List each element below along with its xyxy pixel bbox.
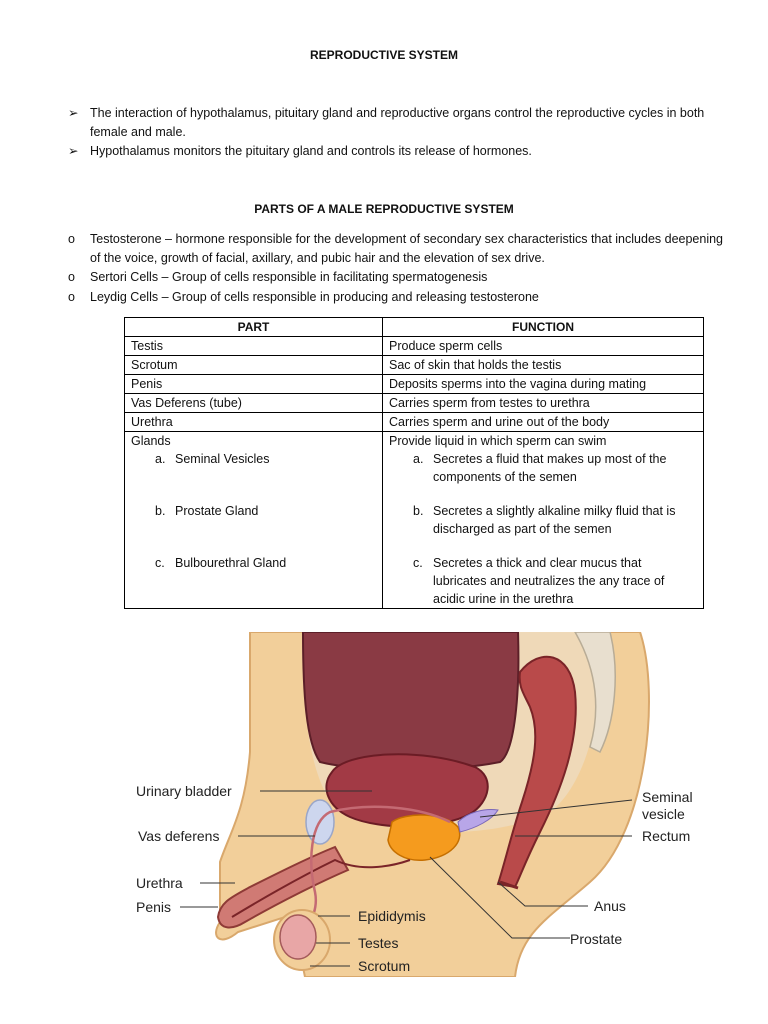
section-title: PARTS OF A MALE REPRODUCTIVE SYSTEM	[254, 202, 514, 216]
label-seminal-vesicle-1: Seminal	[642, 789, 693, 805]
circle-bullet-icon: o	[68, 232, 75, 246]
label-testes: Testes	[358, 935, 399, 951]
table-row	[125, 394, 704, 413]
gland-function-item: c. Secretes a thick and clear mucus that lubricates and neutralizes the any trace of acidic urine in the urethra	[413, 556, 665, 606]
table-row	[125, 337, 704, 356]
label-urethra: Urethra	[136, 875, 183, 891]
label-seminal-vesicle-2: vesicle	[642, 806, 685, 822]
part-cell: Vas Deferens (tube)	[125, 394, 383, 413]
header-function: FUNCTION	[383, 318, 704, 337]
function-cell: Carries sperm from testes to urethra	[383, 394, 704, 413]
part-cell: Testis	[125, 337, 383, 356]
function-cell: Deposits sperms into the vagina during mating	[383, 375, 704, 394]
function-cell: Produce sperm cells	[383, 337, 704, 356]
gland-item: b. Prostate Gland	[155, 504, 259, 518]
part-cell: Penis	[125, 375, 383, 394]
circle-bullet-icon: o	[68, 290, 75, 304]
testis	[280, 915, 316, 959]
label-penis: Penis	[136, 899, 172, 915]
intestines	[303, 632, 518, 770]
label-urinary-bladder: Urinary bladder	[136, 783, 232, 799]
table-row	[125, 413, 704, 432]
circle-bullet-icon: o	[68, 270, 75, 284]
function-cell: Sac of skin that holds the testis	[383, 356, 704, 375]
glands-part-cell	[125, 432, 383, 609]
table-header-row	[125, 318, 704, 337]
label-prostate: Prostate	[570, 931, 623, 947]
table-row	[125, 375, 704, 394]
table-row-glands	[125, 432, 704, 609]
parts-function-table	[124, 317, 704, 609]
part-cell: Urethra	[125, 413, 383, 432]
function-cell: Carries sperm and urine out of the body	[383, 413, 704, 432]
gland-item: c. Bulbourethral Gland	[155, 556, 287, 570]
male-reproductive-diagram	[120, 632, 708, 977]
glands-label: Glands	[131, 434, 171, 448]
gland-function-item: b. Secretes a slightly alkaline milky fluid that is discharged as part of the semen	[413, 504, 676, 536]
glands-function: Provide liquid in which sperm can swim	[389, 434, 607, 448]
header-part: PART	[125, 318, 383, 337]
label-scrotum: Scrotum	[358, 958, 411, 974]
label-epididymis: Epididymis	[358, 908, 426, 924]
label-rectum: Rectum	[642, 828, 691, 844]
label-anus: Anus	[594, 898, 626, 914]
arrow-bullet-icon: ➢	[68, 144, 79, 158]
gland-item: a. Seminal Vesicles	[155, 452, 270, 466]
table-row	[125, 356, 704, 375]
page-title: REPRODUCTIVE SYSTEM	[309, 48, 459, 62]
label-vas-deferens: Vas deferens	[138, 828, 220, 844]
glands-function-cell	[383, 432, 704, 609]
part-cell: Scrotum	[125, 356, 383, 375]
gland-function-item: a. Secretes a fluid that makes up most of the components of the semen	[413, 452, 667, 484]
arrow-bullet-icon: ➢	[68, 106, 79, 120]
